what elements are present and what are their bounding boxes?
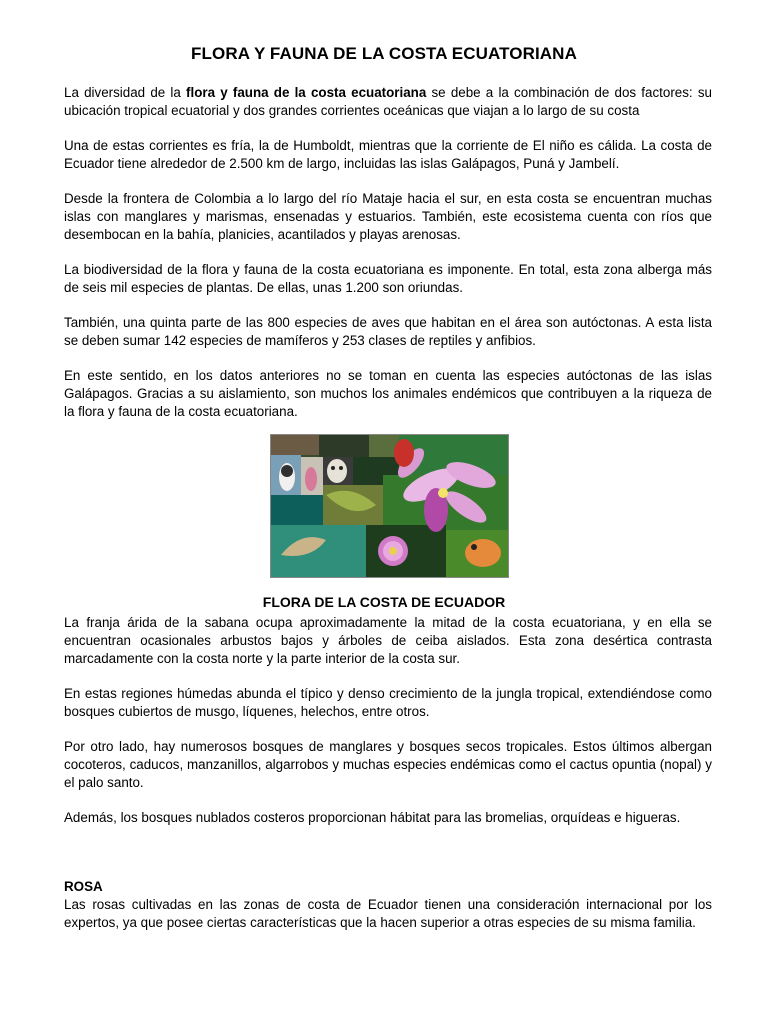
flora-paragraph-2: En estas regiones húmedas abunda el típico y denso crecimiento de la jungla tropical, extendiéndose como bosques cubiertos de musgo, líquenes, helechos, entre otros. [64, 686, 712, 719]
intro-paragraph-6: En este sentido, en los datos anteriores no se toman en cuenta las especies autóctonas de las islas Galápagos. Gracias a su aislamiento, son muchos los animales endémicos que contribuyen a la riqueza de la flora y fauna de la costa ecuatoriana. [64, 368, 712, 419]
page-title: FLORA Y FAUNA DE LA COSTA ECUATORIANA [191, 44, 577, 63]
intro-p1-text: La diversidad de la [64, 85, 187, 100]
rosa-heading: ROSA [64, 879, 103, 894]
intro-paragraph-5: También, una quinta parte de las 800 especies de aves que habitan en el área son autóctonas. A esta lista se deben sumar 142 especies de mamíferos y 253 clases de reptiles y anfibios. [64, 315, 712, 348]
intro-paragraph-2: Una de estas corrientes es fría, la de Humboldt, mientras que la corriente de El niño es cálida. La costa de Ecuador tiene alrededor de 2.500 km de largo, incluidas las islas Galápagos, Puná y Jambelí. [64, 138, 712, 171]
intro-paragraph-3: Desde la frontera de Colombia a lo largo del río Mataje hacia el sur, en esta costa se encuentran muchas islas con manglares y marismas, ensenadas y estuarios. También, este ecosistema cuenta con ríos que desembocan en la bahía, planicies, acantilados y playas arenosas. [64, 191, 712, 242]
flora-paragraph-4: Además, los bosques nublados costeros proporcionan hábitat para las bromelias, orquídeas e higueras. [64, 810, 681, 825]
flora-fauna-collage-image [270, 434, 509, 578]
rosa-section [64, 878, 712, 949]
intro-section [64, 84, 712, 438]
flora-heading: FLORA DE LA COSTA DE ECUADOR [262, 594, 506, 610]
intro-paragraph-4: La biodiversidad de la flora y fauna de la costa ecuatoriana es imponente. En total, esta zona alberga más de seis mil especies de plantas. De ellas, unas 1.200 son oriundas. [64, 262, 712, 295]
intro-paragraph-1 [64, 84, 712, 120]
rosa-paragraph-1: Las rosas cultivadas en las zonas de costa de Ecuador tienen una consideración internacional por los expertos, ya que posee ciertas características que la hacen superior a otras especies de su misma familia. [64, 897, 712, 930]
flora-section [64, 614, 712, 844]
flora-paragraph-3: Por otro lado, hay numerosos bosques de manglares y bosques secos tropicales. Estos últimos albergan cocoteros, caducos, manzanillos, algarrobos y muchas especies endémicas como el cactus opuntia (nopal) y el palo santo. [64, 739, 712, 790]
collage-svg [271, 435, 508, 577]
flora-paragraph-1: La franja árida de la sabana ocupa aproximadamente la mitad de la costa ecuatoriana, y en ella se encuentran ocasionales arbustos bajos y árboles de ceiba aislados. Esta zona desértica contrasta marcadamente con la costa norte y la parte interior de la costa sur. [64, 615, 712, 666]
intro-p1-bold: flora y fauna de la costa ecuatoriana [186, 85, 427, 100]
intro-p1-text-end: se debe a la combinación de dos factores: su ubicación tropical ecuatorial y dos grandes corrientes oceánicas que viajan a lo largo de su costa [64, 85, 712, 118]
